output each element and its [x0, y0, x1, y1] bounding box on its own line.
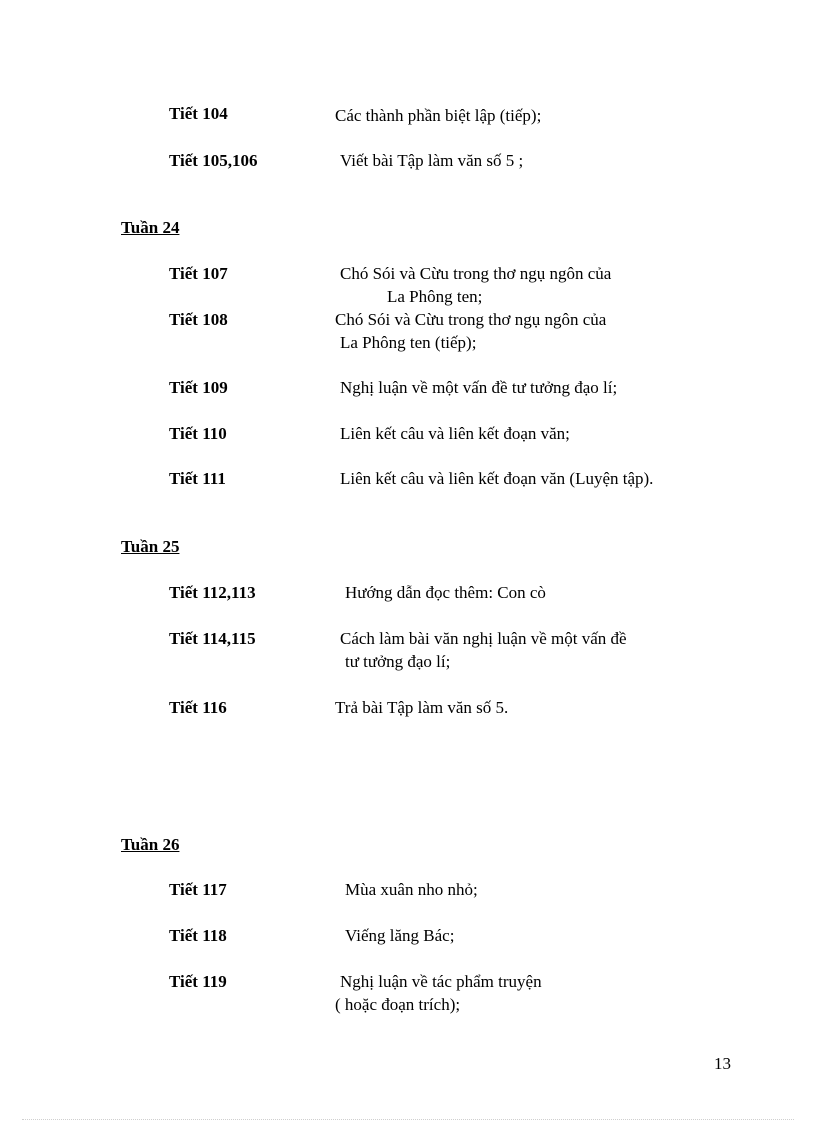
week-heading: Tuần 24 — [121, 218, 180, 237]
lesson-label: Tiết 114,115 — [169, 629, 256, 648]
page-number: 13 — [714, 1054, 731, 1073]
lesson-title: Trả bài Tập làm văn số 5. — [335, 698, 509, 717]
lesson-title: Cách làm bài văn nghị luận về một vấn đề — [340, 629, 627, 648]
lesson-label: Tiết 104 — [169, 104, 228, 123]
lesson-label: Tiết 107 — [169, 264, 228, 283]
week-heading: Tuần 25 — [121, 537, 180, 556]
week-heading: Tuần 26 — [121, 835, 180, 854]
lesson-title-cont: La Phông ten; — [387, 287, 483, 306]
lesson-title: Liên kết câu và liên kết đoạn văn (Luyện tập). — [340, 469, 654, 488]
lesson-label: Tiết 117 — [169, 880, 227, 899]
lesson-title: Mùa xuân nho nhỏ; — [345, 880, 478, 899]
lesson-label: Tiết 109 — [169, 378, 228, 397]
lesson-label: Tiết 108 — [169, 310, 228, 329]
lesson-title: Nghị luận về một vấn đề tư tưởng đạo lí; — [340, 378, 618, 397]
lesson-label: Tiết 116 — [169, 698, 227, 717]
lesson-title: Chó Sói và Cừu trong thơ ngụ ngôn của — [340, 264, 612, 283]
page-edge-divider — [22, 1119, 794, 1120]
lesson-title: Các thành phần biệt lập (tiếp); — [335, 106, 542, 125]
lesson-title-cont: tư tưởng đạo lí; — [345, 652, 451, 671]
lesson-label: Tiết 119 — [169, 972, 227, 991]
lesson-title: Chó Sói và Cừu trong thơ ngụ ngôn của — [335, 310, 607, 329]
lesson-title: Hướng dẫn đọc thêm: Con cò — [345, 583, 546, 602]
lesson-title-cont: La Phông ten (tiếp); — [340, 333, 477, 352]
lesson-label: Tiết 112,113 — [169, 583, 256, 602]
lesson-title: Liên kết câu và liên kết đoạn văn; — [340, 424, 570, 443]
lesson-label: Tiết 118 — [169, 926, 227, 945]
lesson-label: Tiết 105,106 — [169, 151, 258, 170]
lesson-title: Viếng lăng Bác; — [345, 926, 455, 945]
lesson-title: Viết bài Tập làm văn số 5 ; — [340, 151, 524, 170]
lesson-title: Nghị luận về tác phẩm truyện — [340, 972, 542, 991]
lesson-label: Tiết 110 — [169, 424, 227, 443]
lesson-title-cont: ( hoặc đoạn trích); — [335, 995, 461, 1014]
lesson-label: Tiết 111 — [169, 469, 226, 488]
